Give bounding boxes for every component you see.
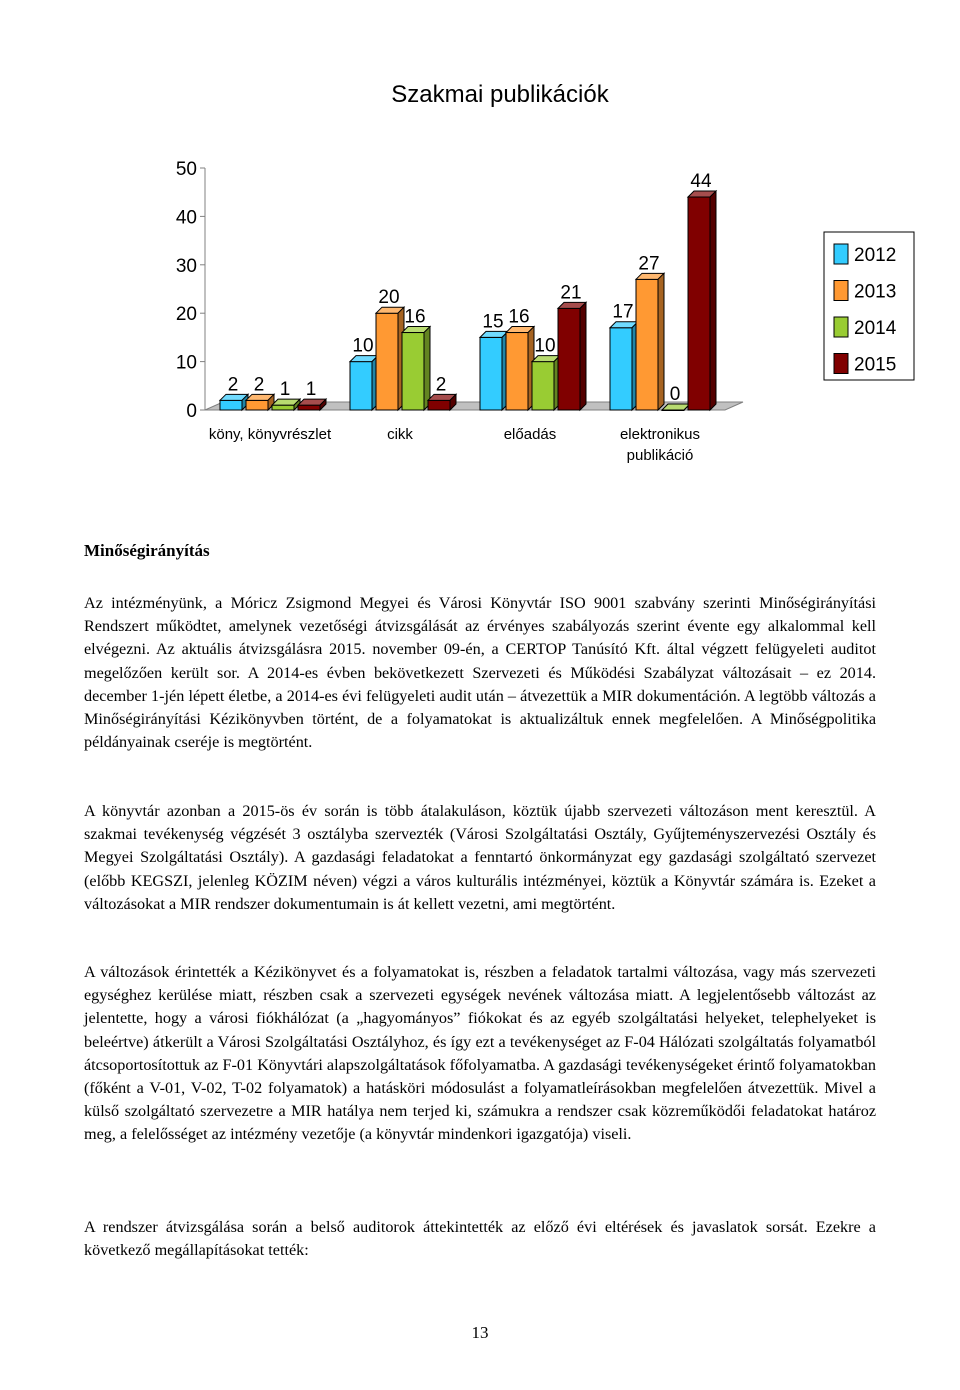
data-label: 1 bbox=[279, 379, 291, 401]
paragraph-text: A változások érintették a Kézikönyvet és a folyamatokat is, részben a feladatok tartalmi változása, vagy más szervezeti egységhez kerülése miatt, részben csak a szervezeti egységek nevének változása miatt. A legjelentősebb változást az jelentette, hogy a városi fiókhálózat (a „hagyományos” fiókokat és az egyéb szolgáltatási helyeket, telephelyeket is beleértve) átkerült a Városi Szolgáltatási Osztályhoz, és így ezt a tevékenységet az F-04 Hálózati szolgáltatás folyamatból átcsoportosítottuk az F-01 Könyvtári alapszolgáltatások főfolyamatba. A gazdasági tevékenységeket érintő folyamatokban (főként a V-01, V-02, T-02 folyamatok) a hatásköri módosulást a folyamatleírásokban megfelelően átvezettük. Mivel a külső szolgáltató szervezetre a MIR hatálya nem terjed ki, számukra a rendszer csak közreműködői feladatokat határoz meg, a felelősséget az intézmény vezetője (a könyvtár mindenkori igazgatója) viseli. bbox=[84, 963, 877, 1144]
bar bbox=[636, 279, 658, 410]
bar-side bbox=[424, 327, 430, 410]
chart-svg bbox=[0, 0, 960, 520]
x-tick-label: cikk bbox=[387, 426, 413, 443]
paragraph-4 bbox=[84, 1216, 876, 1262]
data-label: 10 bbox=[534, 335, 556, 357]
bar-side bbox=[580, 302, 586, 410]
y-tick-label: 10 bbox=[175, 352, 197, 374]
bar bbox=[402, 333, 424, 410]
y-tick-label: 30 bbox=[175, 255, 197, 277]
bar bbox=[298, 405, 320, 410]
x-tick-label: publikáció bbox=[626, 447, 694, 464]
data-label: 10 bbox=[352, 335, 374, 357]
y-tick-label: 40 bbox=[175, 207, 197, 229]
data-label: 15 bbox=[482, 311, 504, 333]
x-tick-label: elektronikus bbox=[619, 426, 701, 443]
data-label: 2 bbox=[253, 374, 265, 396]
bar-side bbox=[658, 273, 664, 410]
paragraph-text: A rendszer átvizsgálása során a belső auditorok áttekintették az előző évi eltérések és javaslatok sorsát. Ezekre a következő megállapításokat tették: bbox=[84, 1218, 876, 1260]
data-label: 16 bbox=[404, 306, 426, 328]
bar bbox=[480, 337, 502, 410]
paragraph-3 bbox=[84, 961, 876, 1147]
legend-swatch bbox=[834, 317, 848, 337]
paragraph-text: A könyvtár azonban a 2015-ös év során is több átalakuláson, köztük újabb szervezeti változáson ment keresztül. A szakmai tevékenység végzését 3 osztályba szervezték (Városi Szolgáltatási Osztály, Gyűjteményszervezési Osztály és Megyei Szolgáltatási Osztály). A gazdasági feladatokat a fenntartó önkormányzat egy gazdasági szolgáltató szervezet (előbb KEGSZI, jelenleg KÖZIM néven) végzi a város kulturális intézményei, köztük a Könyvtár számára is. Ezeket a változásokat a MIR rendszer dokumentumain is át kellett vezetni, ami megtörtént. bbox=[84, 802, 877, 913]
data-label: 17 bbox=[612, 301, 634, 323]
data-label: 0 bbox=[669, 384, 681, 405]
bar bbox=[532, 362, 554, 410]
legend-label: 2012 bbox=[854, 245, 897, 266]
bar bbox=[350, 362, 372, 410]
data-label: 27 bbox=[638, 253, 660, 275]
chart bbox=[0, 0, 960, 520]
bar bbox=[272, 405, 294, 410]
legend-label: 2013 bbox=[854, 281, 897, 303]
bar-side bbox=[710, 191, 716, 410]
section-heading: Minőségirányítás bbox=[84, 541, 210, 560]
legend-swatch bbox=[834, 354, 848, 374]
bar bbox=[688, 197, 710, 410]
bar bbox=[376, 313, 398, 410]
bar bbox=[506, 333, 528, 410]
data-label: 21 bbox=[560, 282, 582, 304]
data-label: 16 bbox=[508, 306, 530, 328]
y-tick-label: 20 bbox=[175, 304, 197, 326]
paragraph-2 bbox=[84, 800, 876, 916]
paragraph-1 bbox=[84, 592, 876, 754]
x-tick-label: előadás bbox=[503, 426, 557, 443]
y-tick-label: 50 bbox=[175, 159, 197, 180]
page-number: 13 bbox=[471, 1323, 489, 1342]
paragraph-text: Az intézményünk, a Móricz Zsigmond Megyei és Városi Könyvtár ISO 9001 szabvány szerinti Minőségirányítási Rendszert működtet, amelynek vezetőségi átvizsgálását az érvényes szabályozás szerint évente egy alkalommal kell elvégezni. Az aktuális átvizsgálásra 2015. november 09-én, a CERTOP Tanúsító Kft. által végzett felügyeleti auditot megelőzően került sor. A 2014-es évben bekövetkezett Szervezeti és Működési Szabályzat változásait – ez 2014. december 1-jén lépett életbe, a 2014-es évi felügyeleti audit után – átvezettük a MIR dokumentáción. A legtöbb változás a Minőségirányítási Kézikönyvben történt, de a folyamatokat is aktualizáltuk ennek megfelelően. A Minőségpolitika példányainak cseréje is megtörtént. bbox=[84, 594, 877, 752]
chart-title: Szakmai publikációk bbox=[391, 81, 609, 108]
data-label: 2 bbox=[435, 374, 447, 396]
bar bbox=[428, 400, 450, 410]
data-label: 44 bbox=[690, 171, 712, 193]
legend-label: 2015 bbox=[854, 354, 897, 376]
data-label: 20 bbox=[378, 287, 400, 309]
legend-swatch bbox=[834, 281, 848, 301]
data-label: 2 bbox=[227, 374, 239, 396]
bar bbox=[220, 400, 242, 410]
data-label: 1 bbox=[305, 379, 317, 401]
x-tick-label: köny, könyvrészlet bbox=[208, 426, 332, 443]
y-tick-label: 0 bbox=[186, 401, 197, 422]
bar bbox=[610, 328, 632, 410]
bar bbox=[558, 308, 580, 410]
bar bbox=[246, 400, 268, 410]
legend-swatch bbox=[834, 244, 848, 264]
legend-label: 2014 bbox=[854, 318, 897, 339]
